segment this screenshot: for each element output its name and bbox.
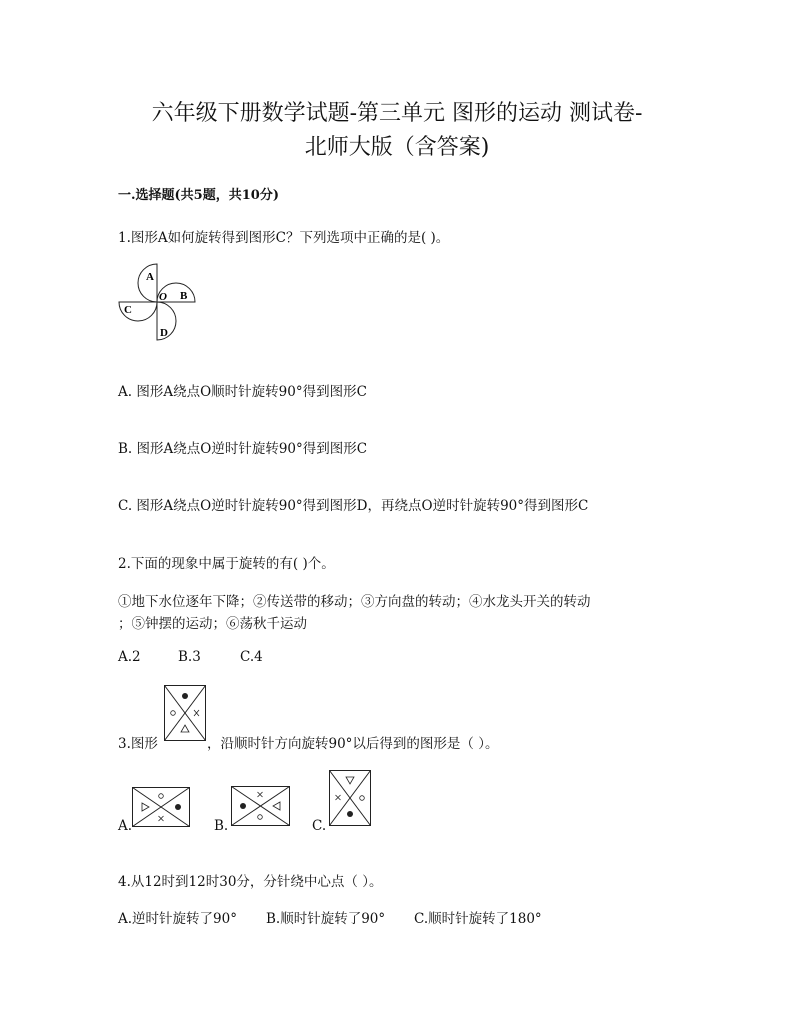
q1-option-a: A. 图形A绕点O顺时针旋转90°得到图形C (118, 384, 367, 400)
q2-items-line-1: ①地下水位逐年下降；②传送带的移动；③方向盘的转动；④水龙头开关的转动 (118, 594, 591, 610)
q1-option-c: C. 图形A绕点O逆时针旋转90°得到图形D，再绕点O逆时针旋转90°得到图形C (118, 498, 589, 514)
question-3-stem-prefix: 3.图形 (118, 736, 158, 752)
q4-option-a: A.逆时针旋转了90° (118, 911, 237, 927)
q2-option-b: B.3 (178, 649, 201, 665)
label-B: B (180, 290, 188, 302)
q3-option-c-label: C. (312, 818, 327, 834)
label-O: O (159, 291, 167, 303)
q1-rotation-figure (112, 262, 207, 344)
q3-option-a-label: A. (118, 818, 133, 834)
title-line-1: 六年级下册数学试题-第三单元 图形的运动 测试卷- (151, 101, 643, 126)
q3-option-c-figure (329, 770, 371, 826)
q3-option-a-figure (132, 787, 190, 827)
question-4-stem: 4.从12时到12时30分，分针绕中心点（ ）。 (118, 874, 383, 890)
q3-option-b-figure (231, 786, 290, 826)
q3-original-figure (164, 685, 206, 741)
q3-option-b-label: B. (214, 818, 229, 834)
label-A: A (146, 271, 154, 283)
title-line-2: 北师大版（含答案) (304, 135, 490, 160)
q2-items-line-2: ；⑤钟摆的运动；⑥荡秋千运动 (118, 616, 307, 632)
label-C: C (124, 304, 132, 316)
question-3-stem-suffix: ，沿顺时针方向旋转90°以后得到的图形是（ ）。 (207, 736, 499, 752)
question-1-stem: 1.图形A如何旋转得到图形C？下列选项中正确的是( )。 (118, 230, 450, 246)
q2-option-a: A.2 (118, 649, 141, 665)
q1-option-b: B. 图形A绕点O逆时针旋转90°得到图形C (118, 441, 368, 457)
q4-option-b: B.顺时针旋转了90° (266, 911, 386, 927)
q4-option-c: C.顺时针旋转了180° (414, 911, 542, 927)
q2-option-c: C.4 (240, 649, 263, 665)
label-D: D (160, 327, 168, 339)
section-heading: 一.选择题(共5题，共10分) (118, 188, 279, 203)
question-2-stem: 2.下面的现象中属于旋转的有( )个。 (118, 556, 335, 572)
